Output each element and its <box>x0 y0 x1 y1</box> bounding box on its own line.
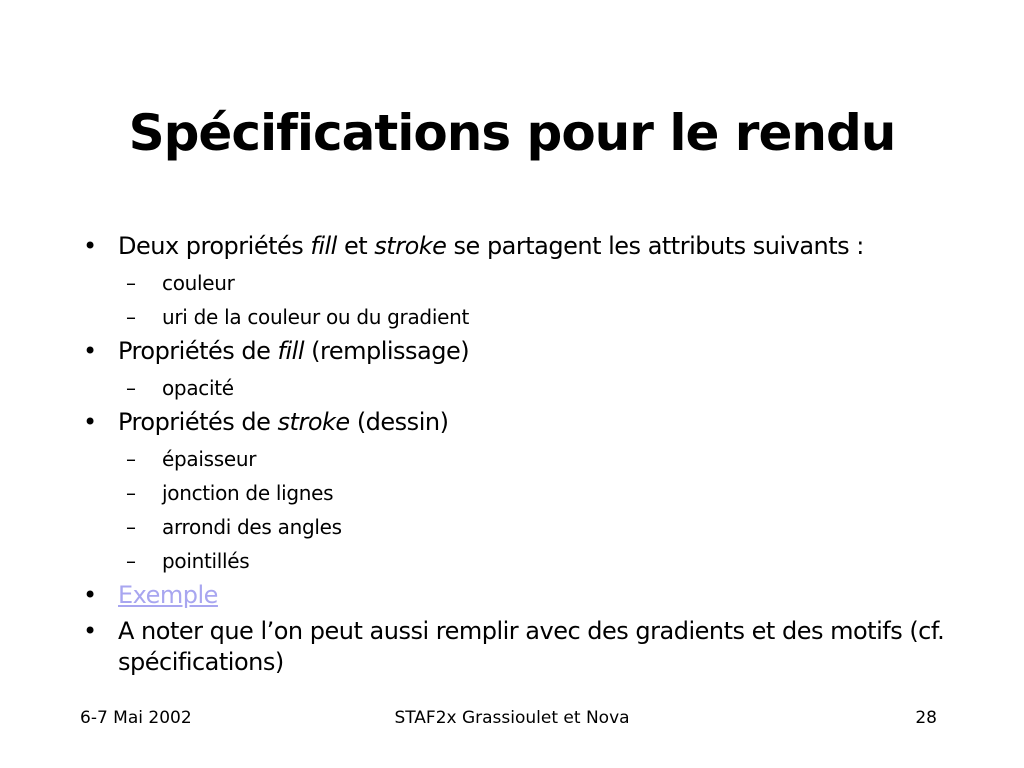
bullet-icon: • <box>83 232 97 260</box>
sub-item-text: couleur <box>162 271 235 295</box>
sub-item-text: épaisseur <box>162 447 257 471</box>
bullet-icon: • <box>83 337 97 365</box>
bullet-text: Propriétés de <box>118 337 278 365</box>
sub-item-text: arrondi des angles <box>162 515 342 539</box>
sub-item <box>80 515 960 540</box>
sub-item <box>80 481 960 506</box>
slide-title: Spécifications pour le rendu <box>128 104 896 162</box>
bullet-text: se partagent les attributs suivants : <box>446 232 864 260</box>
bullet-icon: • <box>83 408 97 436</box>
sub-item-text: opacité <box>162 376 234 400</box>
bullet-item-note <box>80 616 960 678</box>
slide-body <box>80 226 960 678</box>
bullet-text: Deux propriétés <box>118 232 311 260</box>
bullet-item-shared-attributes <box>80 231 960 262</box>
bullet-text: (dessin) <box>349 408 449 436</box>
bullet-item-stroke-properties <box>80 407 960 438</box>
dash-icon: – <box>126 515 136 539</box>
dash-icon: – <box>126 447 136 471</box>
bullet-text: et <box>336 232 375 260</box>
bullet-item-example <box>80 580 960 611</box>
bullet-emphasis-stroke: stroke <box>277 408 350 436</box>
bullet-emphasis-fill: fill <box>310 232 337 260</box>
sub-item <box>80 376 960 401</box>
example-link[interactable]: Exemple <box>118 581 218 609</box>
dash-icon: – <box>126 305 136 329</box>
bullet-text: Propriétés de <box>118 408 278 436</box>
bullet-item-fill-properties <box>80 336 960 367</box>
bullet-text: (remplissage) <box>304 337 470 365</box>
dash-icon: – <box>126 549 136 573</box>
dash-icon: – <box>126 271 136 295</box>
sub-item-text: jonction de lignes <box>162 481 334 505</box>
sub-item-text: uri de la couleur ou du gradient <box>162 305 470 329</box>
sub-item <box>80 305 960 330</box>
sub-item-text: pointillés <box>162 549 250 573</box>
footer-page-number: 28 <box>915 708 937 728</box>
bullet-text: A noter que l’on peut aussi remplir avec des gradients et des motifs (cf. spécifications) <box>118 617 945 676</box>
sub-item <box>80 447 960 472</box>
bullet-emphasis-stroke: stroke <box>374 232 447 260</box>
footer-date: 6-7 Mai 2002 <box>80 708 192 728</box>
dash-icon: – <box>126 481 136 505</box>
footer-title: STAF2x Grassioulet et Nova <box>394 708 630 728</box>
bullet-icon: • <box>83 581 97 609</box>
bullet-emphasis-fill: fill <box>277 337 304 365</box>
dash-icon: – <box>126 376 136 400</box>
sub-item <box>80 271 960 296</box>
sub-item <box>80 549 960 574</box>
bullet-icon: • <box>83 617 97 645</box>
